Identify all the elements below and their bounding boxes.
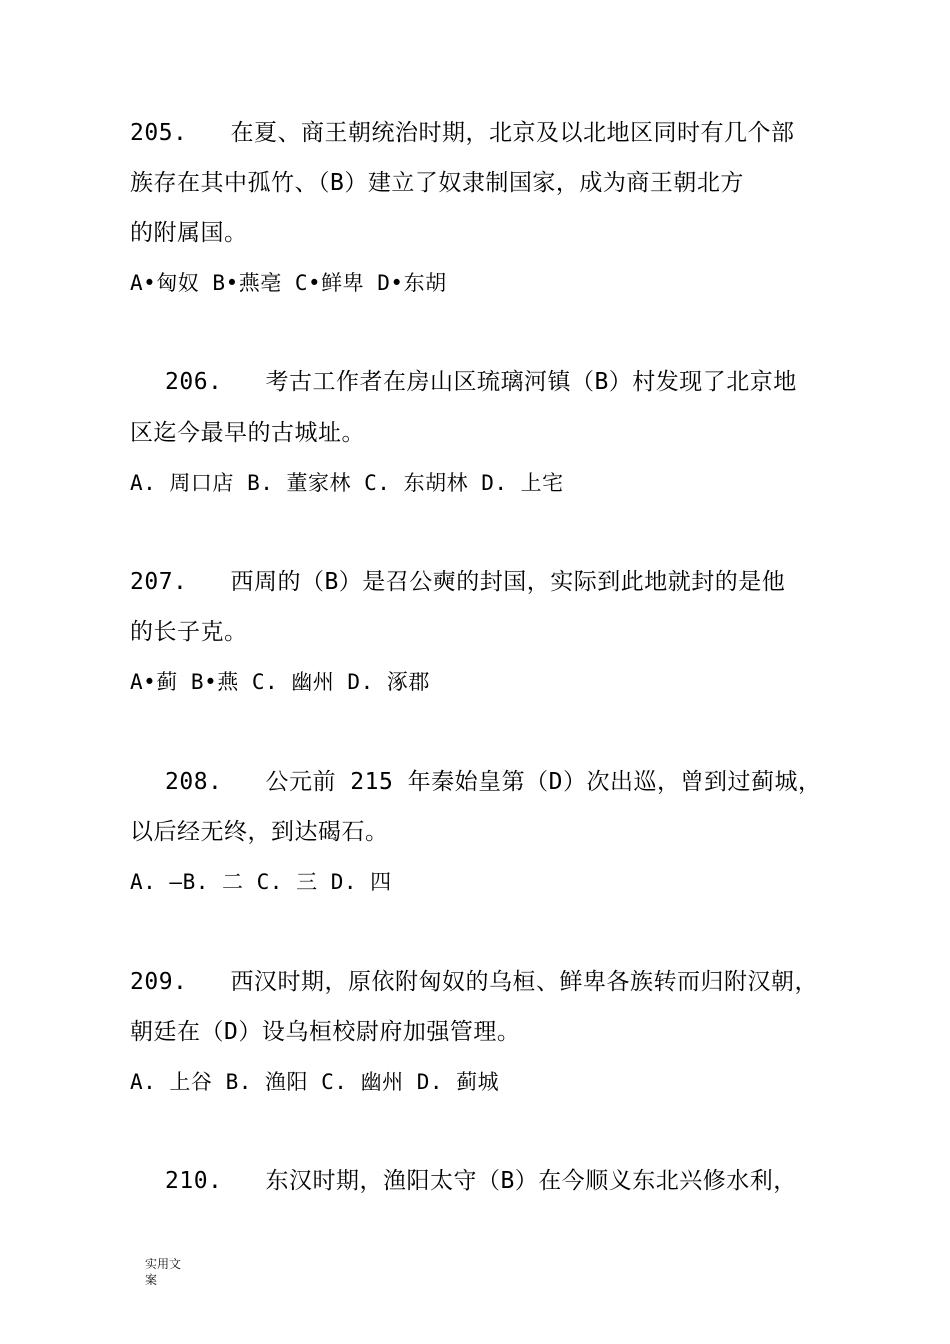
question-line: 208. 公元前 215 年秦始皇第（D）次出巡，曾到过蓟城， bbox=[165, 769, 822, 795]
footer-line: 案 bbox=[145, 1273, 158, 1287]
question-line: 206. 考古工作者在房山区琉璃河镇（B）村发现了北京地 bbox=[165, 369, 797, 395]
question-line: 210. 东汉时期，渔阳太守（B）在今顺义东北兴修水利， bbox=[165, 1168, 797, 1194]
question-number: 208. bbox=[165, 769, 223, 795]
answer-options: A. —B. 二 C. 三 D. 四 bbox=[130, 870, 392, 894]
answer-options: A. 上谷 B. 渔阳 C. 幽州 D. 蓟城 bbox=[130, 1070, 500, 1094]
answer-options: A•匈奴 B•燕亳 C•鲜卑 D•东胡 bbox=[130, 271, 447, 295]
question-line: 族存在其中孤竹、（B）建立了奴隶制国家，成为商王朝北方 bbox=[130, 170, 744, 196]
question-number: 205. bbox=[130, 120, 188, 146]
question-line: 区迄今最早的古城址。 bbox=[130, 420, 365, 446]
question-line: 的长子克。 bbox=[130, 619, 248, 645]
question-number: 206. bbox=[165, 369, 223, 395]
footer-line: 实用文 bbox=[145, 1257, 182, 1271]
question-line: 205. 在夏、商王朝统治时期，北京及以北地区同时有几个部 bbox=[130, 120, 795, 146]
question-number: 210. bbox=[165, 1168, 223, 1194]
question-number: 207. bbox=[130, 569, 188, 595]
question-line: 209. 西汉时期，原依附匈奴的乌桓、鲜卑各族转而归附汉朝， bbox=[130, 969, 818, 995]
question-line: 朝廷在（D）设乌桓校尉府加强管理。 bbox=[130, 1019, 521, 1045]
page-footer bbox=[145, 1256, 181, 1288]
question-line: 以后经无终，到达碣石。 bbox=[130, 819, 389, 845]
question-number: 209. bbox=[130, 969, 188, 995]
question-line: 207. 西周的（B）是召公奭的封国，实际到此地就封的是他 bbox=[130, 569, 786, 595]
answer-options: A•蓟 B•燕 C. 幽州 D. 涿郡 bbox=[130, 670, 430, 694]
answer-options: A. 周口店 B. 董家林 C. 东胡林 D. 上宅 bbox=[130, 471, 564, 495]
question-line: 的附属国。 bbox=[130, 220, 248, 246]
